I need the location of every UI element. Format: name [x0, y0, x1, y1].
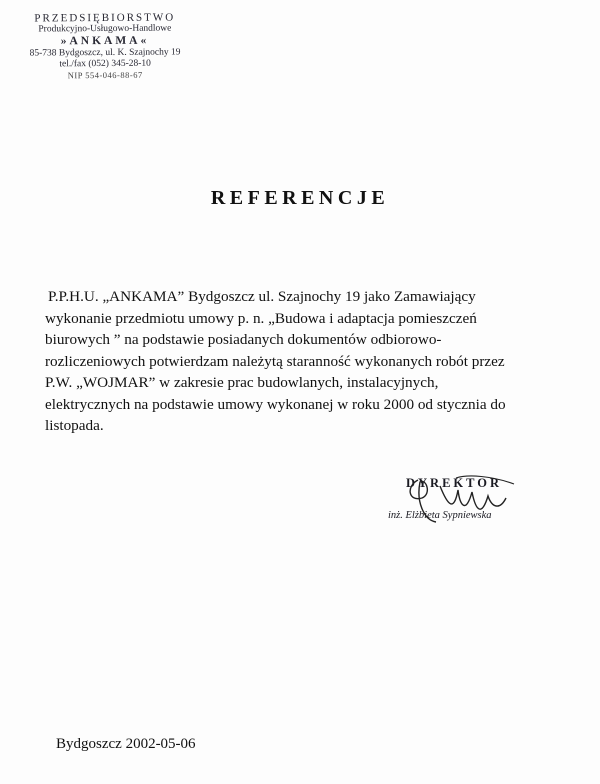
body-line: rozliczeniowych potwierdzam należytą staranność wykonanych robót przez [45, 352, 505, 370]
body-line: P.W. „WOJMAR” w zakresie prac budowlanych, instalacyjnych, [45, 374, 439, 391]
body-line: biurowych ” na podstawie posiadanych dokumentów odbiorowo- [45, 331, 442, 348]
stamp-line-address: 85-738 Bydgoszcz, ul. K. Szajnochy 19 [29, 47, 181, 59]
body-line: elektrycznych na podstawie umowy wykonanej w roku 2000 od stycznia do [45, 395, 506, 413]
signature-name: inż. Elżbieta Sypniewska [388, 510, 492, 521]
stamp-line-company-name: »ANKAMA« [60, 34, 150, 48]
stamp-line-phone: tel./fax (052) 345-28-10 [59, 58, 151, 70]
company-stamp [20, 11, 190, 80]
stamp-line-activity: Produkcyjno-Usługowo-Handlowe [38, 23, 172, 35]
stamp-line-company-type: PRZEDSIĘBIORSTWO [34, 11, 176, 25]
document-title: REFERENCJE [210, 187, 390, 209]
body-line: listopada. [45, 417, 104, 434]
signature-role: DYREKTOR [406, 476, 503, 490]
letter-date: Bydgoszcz 2002-05-06 [56, 736, 196, 752]
body-line: P.P.H.U. „ANKAMA” Bydgoszcz ul. Szajnochy 19 jako Zamawiający [48, 288, 476, 305]
signature-block [388, 472, 558, 532]
stamp-line-nip: NIP 554-046-88-67 [67, 69, 143, 81]
handwritten-signature-icon [396, 472, 536, 528]
letter-body [45, 286, 558, 437]
body-line: wykonanie przedmiotu umowy p. n. „Budowa i adaptacja pomieszczeń [45, 309, 477, 327]
